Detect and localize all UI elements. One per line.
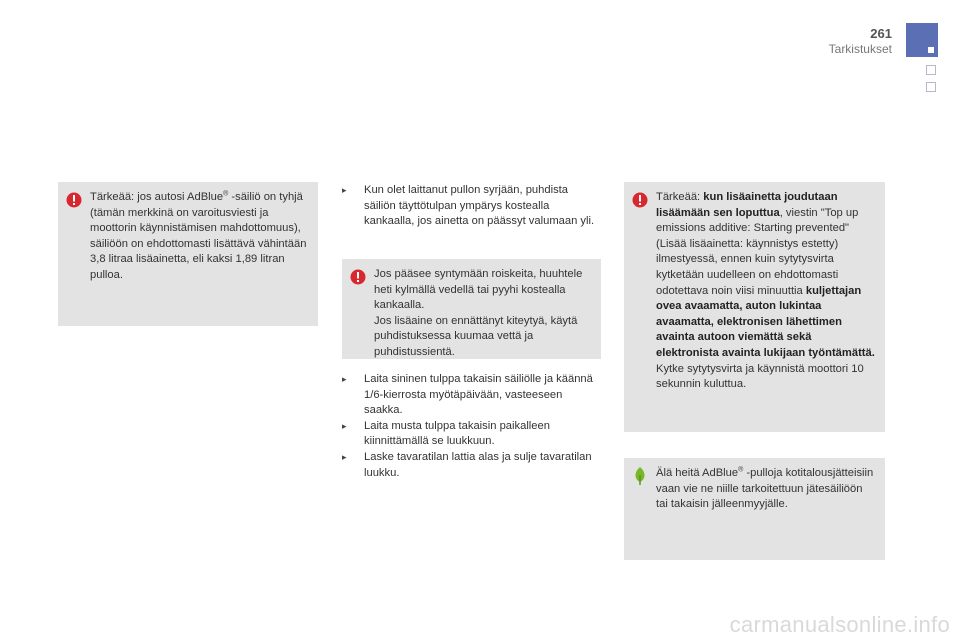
bullet-arrow-icon: ▸: [342, 374, 347, 384]
watermark: carmanualsonline.info: [729, 612, 950, 637]
tab-marker-dot: [928, 47, 934, 53]
warning-box-empty-tank: [58, 182, 318, 326]
warning-text: Tärkeää: jos autosi AdBlue® -säiliö on tyhjä (tämän merkkinä on varoitusviesti ja moottorin käynnistämisen mahdottomuus), säiliöön on ehdottomasti lisättävä vähintään 3,8 litraa lisäainetta, eli kaksi 1,89 litran pulloa.: [90, 190, 307, 281]
warning-icon: [350, 269, 366, 285]
warning-box-refill-procedure: [624, 182, 885, 432]
recycling-text: Älä heitä AdBlue® -pulloja kotitalousjätteisiin vaan vie ne niille tarkoitettuun jätesäiliöön tai takaisin jälleenmyyjälle.: [656, 466, 874, 511]
bullet-arrow-icon: ▸: [342, 451, 347, 462]
refill-restart-text: Kytke sytytysvirta ja käynnistä moottori 10 sekunnin kuluttua.: [656, 362, 864, 391]
step-blue-cap: ▸ Laita sininen tulppa takaisin säiliölle ja käännä 1/6-kierrosta myötäpäivään, vasteeseen saakka.: [342, 373, 593, 417]
step-black-cap: ▸ Laita musta tulppa takaisin paikalleen kiinnittämällä se luukkuun.: [342, 419, 550, 448]
warning-box-splash: [342, 259, 601, 359]
eco-box-recycling: [624, 458, 885, 560]
splash-text-1: Jos pääsee syntymään roiskeita, huuhtele heti kylmällä vedellä tai pyyhi kostealla kankaalla.: [374, 268, 583, 312]
outline-square-marker: [926, 65, 936, 75]
bullet-arrow-icon: ▸: [342, 185, 347, 195]
page-number: 261: [870, 26, 892, 41]
step-close-boot: ▸ Laske tavaratilan lattia alas ja sulje tavaratilan luukku.: [342, 450, 592, 479]
instruction-column-bottom: [342, 372, 597, 481]
instruction-column-top: [342, 183, 597, 230]
warning-icon: [66, 192, 82, 208]
outline-square-marker: [926, 82, 936, 92]
step-clean-cap: ▸ Kun olet laittanut pullon syrjään, puhdista säiliön täyttötulpan ympärys kostealla kankaalla, jos ainetta on päässyt valumaan yli.: [342, 184, 595, 228]
warning-icon: [632, 192, 648, 208]
section-tab-marker: [906, 23, 938, 57]
splash-text-2: Jos lisäaine on ennättänyt kiteytyä, käytä puhdistuksessa kuumaa vettä ja puhdistussientä.: [374, 314, 578, 358]
eco-leaf-icon: [632, 466, 648, 486]
bullet-arrow-icon: ▸: [342, 420, 347, 431]
section-title: Tarkistukset: [828, 42, 892, 56]
refill-text: Tärkeää: kun lisäainetta joudutaan lisäämään sen loputtua, viestin "Top up emissions additive: Starting prevented" (Lisää lisäainetta: käynnistys estetty) ilmestyessä, ennen kuin sytytysvirta kytketään uudelleen on ehdottomasti odotettava noin viisi minuuttia kuljettajan ovea avaamatta, auton lukintaa avaamatta, elektronisen lähettimen avainta autoon viemättä sekä elektronista avainta lukijaan työntämättä.: [656, 191, 875, 359]
